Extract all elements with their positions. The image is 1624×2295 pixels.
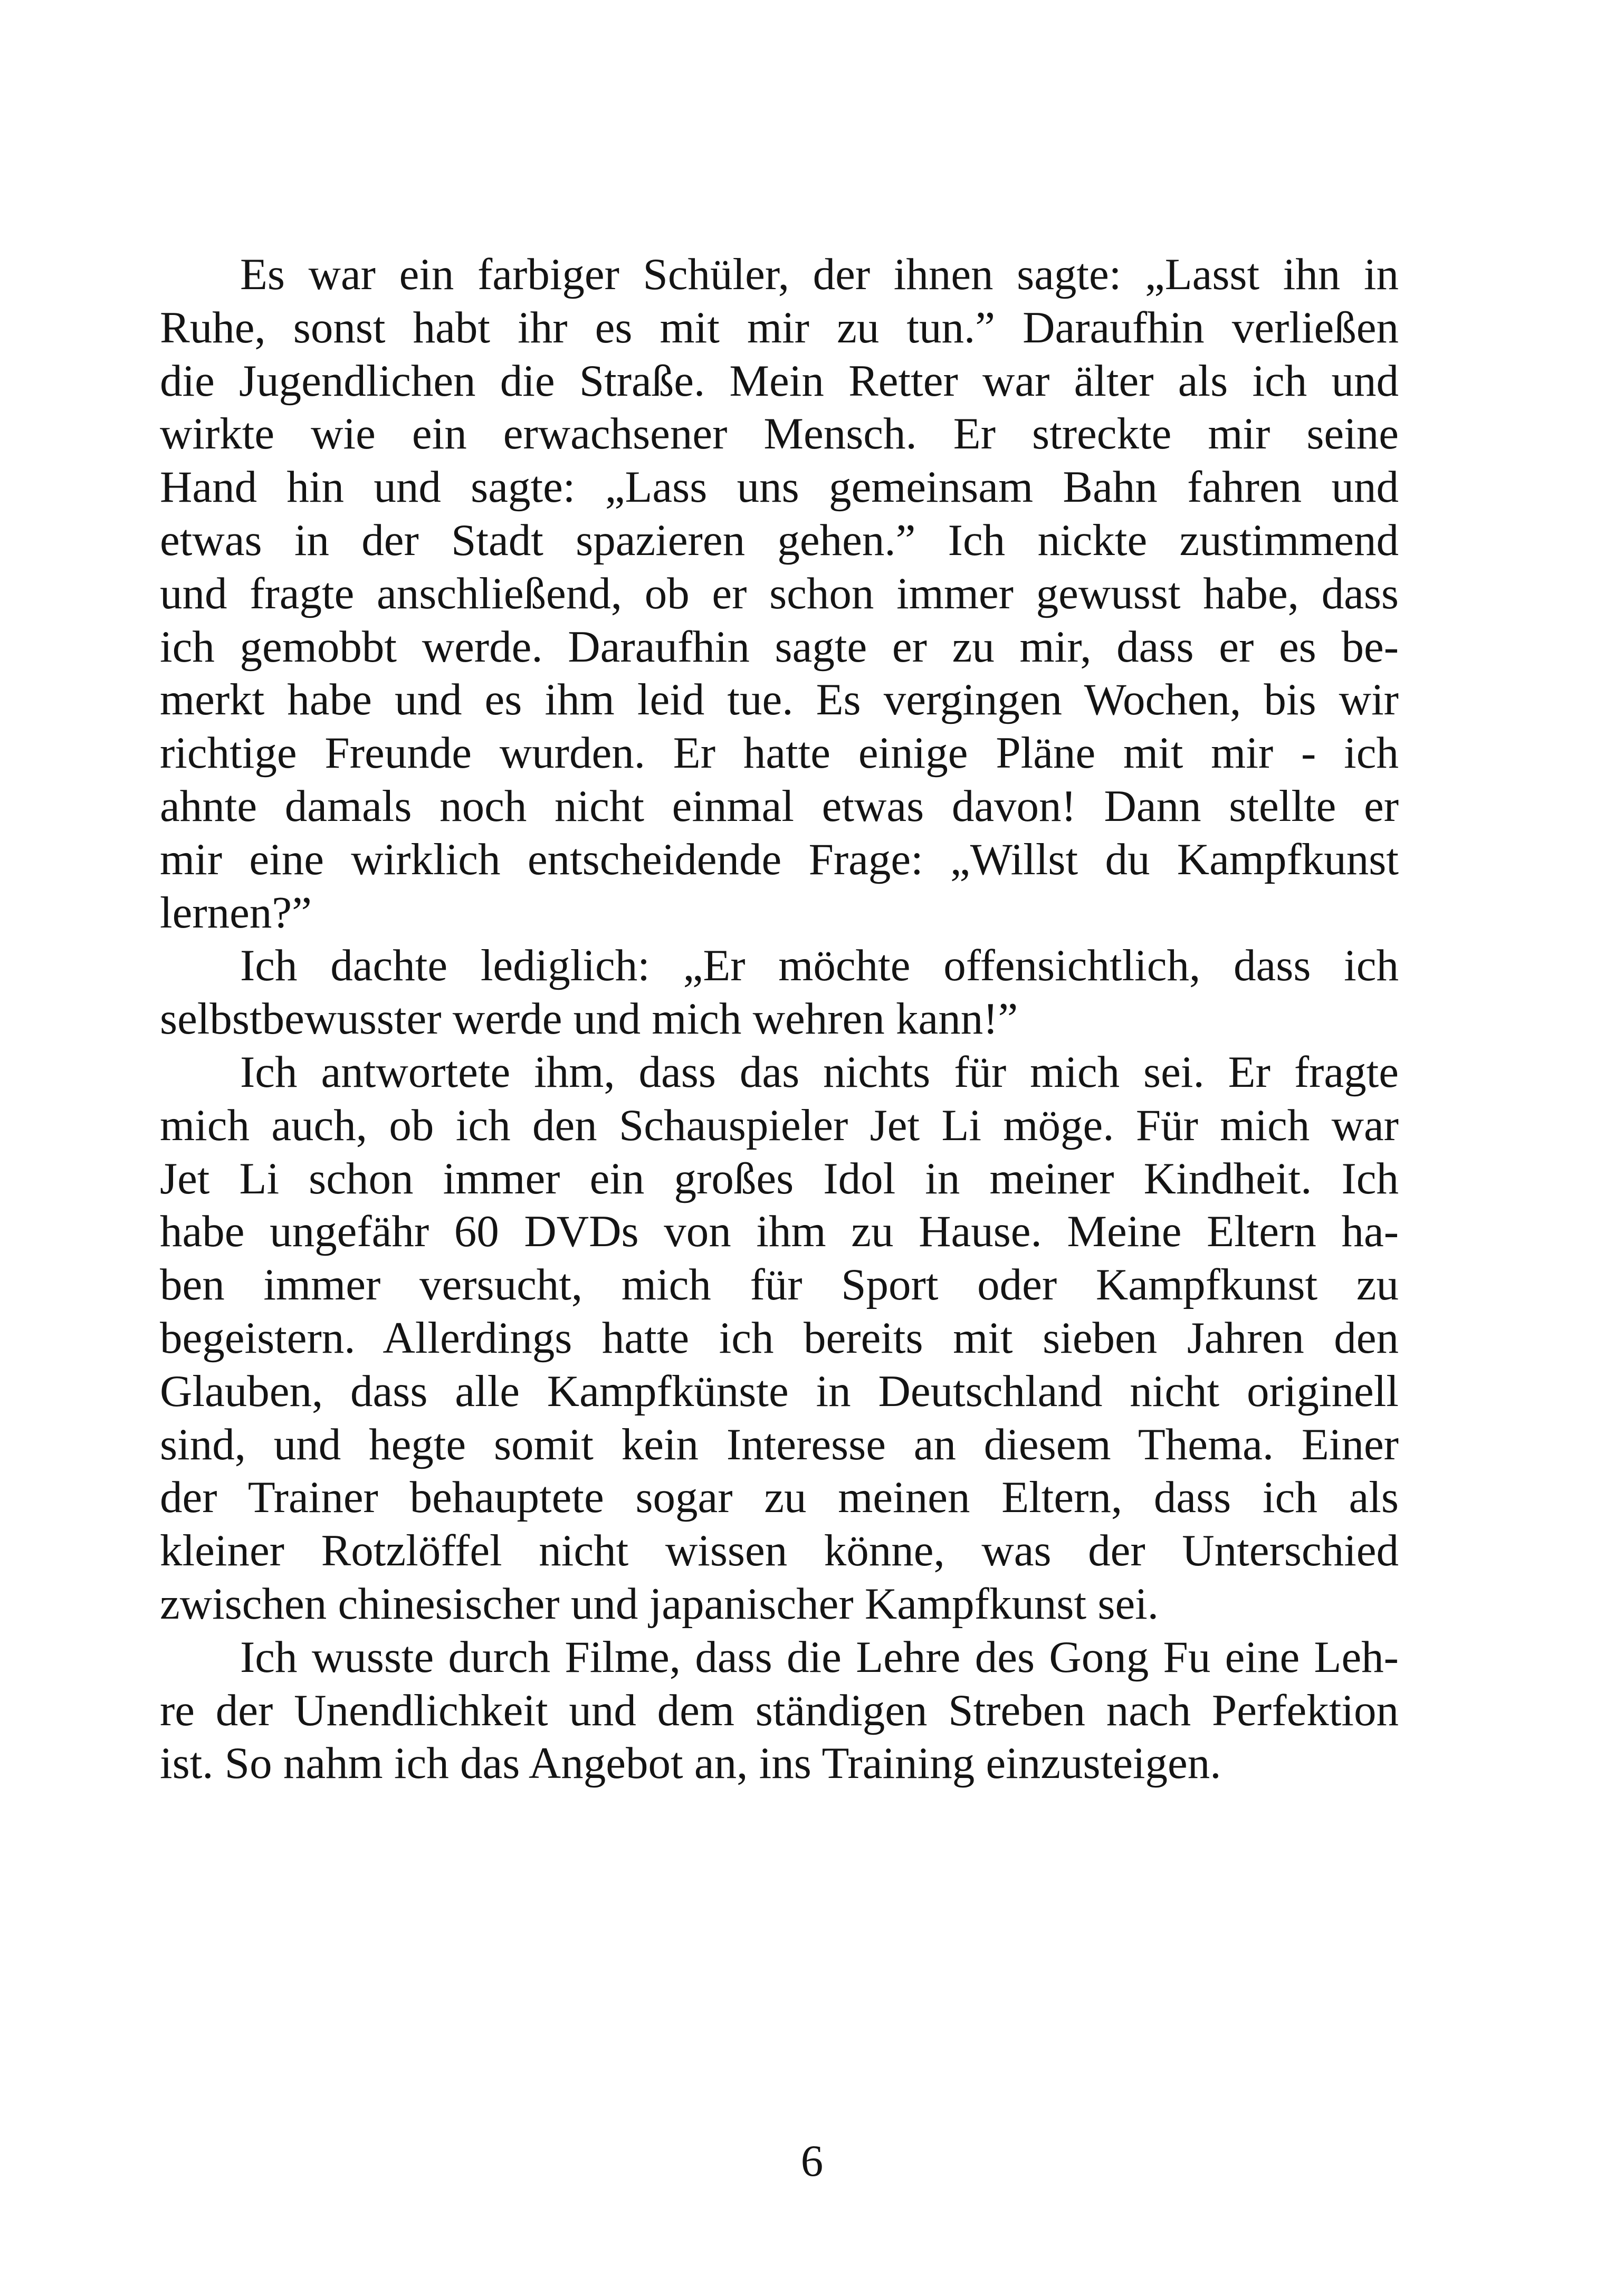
paragraph-1-line-5: Hand hin und sagte: „Lass uns gemeinsam Bahn fahren und [160, 462, 1399, 512]
paragraph-1-line-6: etwas in der Stadt spazieren gehen.” Ich nickte zustimmend [160, 515, 1399, 565]
paragraph-2-line-1: Ich dachte lediglich: „Er möchte offensichtlich, dass ich [240, 941, 1399, 991]
paragraph-1-line-10: richtige Freunde wurden. Er hatte einige Pläne mit mir - ich [160, 728, 1399, 778]
paragraph-4-line-2: re der Unendlichkeit und dem ständigen Streben nach Perfektion [160, 1685, 1399, 1735]
paragraph-3-line-7: Glauben, dass alle Kampfkünste in Deutschland nicht originell [160, 1366, 1399, 1416]
paragraph-4-line-1: Ich wusste durch Filme, dass die Lehre des Gong Fu eine Leh- [240, 1632, 1399, 1682]
paragraph-3-line-11: zwischen chinesischer und japanischer Kampfkunst sei. [160, 1579, 1159, 1629]
paragraph-2-line-2: selbstbewusster werde und mich wehren kann!” [160, 994, 1018, 1044]
paragraph-3-line-5: ben immer versucht, mich für Sport oder Kampfkunst zu [160, 1260, 1399, 1310]
paragraph-1-line-7: und fragte anschließend, ob er schon immer gewusst habe, dass [160, 568, 1399, 618]
paragraph-1-line-1: Es war ein farbiger Schüler, der ihnen sagte: „Lasst ihn in [240, 250, 1399, 299]
paragraph-3-line-1: Ich antwortete ihm, dass das nichts für mich sei. Er fragte [240, 1047, 1399, 1097]
paragraph-3-line-4: habe ungefähr 60 DVDs von ihm zu Hause. Meine Eltern ha- [160, 1207, 1399, 1257]
paragraph-3-line-6: begeistern. Allerdings hatte ich bereits mit sieben Jahren den [160, 1313, 1399, 1363]
paragraph-4-line-3: ist. So nahm ich das Angebot an, ins Training einzusteigen. [160, 1738, 1221, 1789]
paragraph-3-line-3: Jet Li schon immer ein großes Idol in meiner Kindheit. Ich [160, 1153, 1399, 1203]
paragraph-3-line-8: sind, und hegte somit kein Interesse an diesem Thema. Einer [160, 1419, 1399, 1469]
paragraph-1-line-13: lernen?” [160, 887, 312, 938]
paragraph-1-line-11: ahnte damals noch nicht einmal etwas davon! Dann stellte er [160, 781, 1399, 831]
paragraph-1-line-2: Ruhe, sonst habt ihr es mit mir zu tun.” Daraufhin verließen [160, 302, 1399, 352]
paragraph-1-line-8: ich gemobbt werde. Daraufhin sagte er zu mir, dass er es be- [160, 621, 1399, 672]
paragraph-3-line-2: mich auch, ob ich den Schauspieler Jet Li möge. Für mich war [160, 1100, 1399, 1150]
paragraph-3-line-10: kleiner Rotzlöffel nicht wissen könne, was der Unterschied [160, 1526, 1399, 1576]
paragraph-1-line-9: merkt habe und es ihm leid tue. Es vergingen Wochen, bis wir [160, 675, 1399, 725]
paragraph-1-line-3: die Jugendlichen die Straße. Mein Retter war älter als ich und [160, 356, 1399, 406]
paragraph-1-line-12: mir eine wirklich entscheidende Frage: „Willst du Kampfkunst [160, 834, 1399, 884]
paragraph-1-line-4: wirkte wie ein erwachsener Mensch. Er streckte mir seine [160, 409, 1399, 459]
page-number: 6 [800, 2136, 824, 2186]
body-text [160, 248, 1399, 1790]
paragraph-3-line-9: der Trainer behauptete sogar zu meinen Eltern, dass ich als [160, 1472, 1399, 1523]
